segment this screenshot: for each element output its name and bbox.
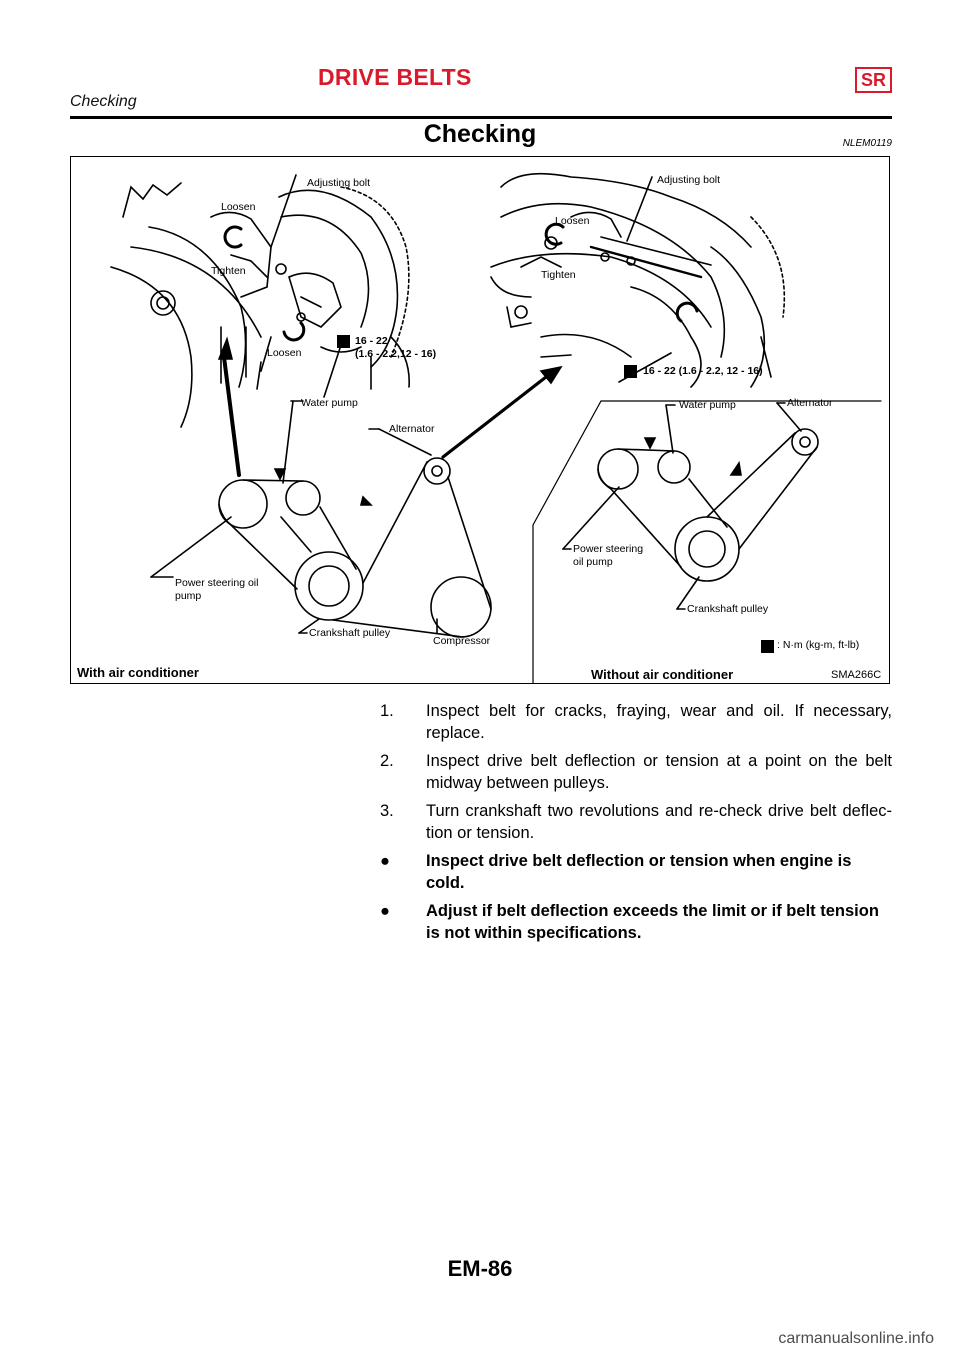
inspection-steps	[380, 700, 892, 950]
label-ps-pump-right: Power steering oil pump	[573, 543, 644, 568]
step-text: Turn crankshaft two revolutions and re-check drive belt deflec-tion or tension.	[426, 802, 892, 842]
label-crankshaft-left: Crankshaft pulley	[309, 627, 391, 639]
reference-code: NLEM0119	[842, 138, 892, 149]
label-loosen-right: Loosen	[555, 215, 590, 227]
belt-diagram-figure	[70, 156, 890, 684]
label-water-pump-right: Water pump	[679, 399, 736, 411]
torque-spec-left: 16 - 22 (1.6 - 2.2,12 - 16)	[355, 335, 437, 360]
section-title: DRIVE BELTS	[318, 64, 472, 90]
label-crankshaft-right: Crankshaft pulley	[687, 603, 769, 615]
caption-without-ac: Without air conditioner	[591, 667, 734, 682]
step-text: Inspect belt for cracks, fraying, wear and oil. If necessary, replace.	[426, 702, 892, 742]
note-item	[380, 850, 892, 894]
sub-title: Checking	[70, 93, 137, 110]
site-watermark: carmanualsonline.info	[778, 1330, 934, 1347]
label-ps-pump-left: Power steering oil pump	[175, 577, 259, 602]
step-item	[380, 800, 892, 844]
label-alternator-left: Alternator	[389, 423, 435, 435]
bullet-icon: ●	[380, 852, 390, 870]
step-text: Inspect drive belt deflection or tension at a point on the belt midway between pulleys.	[426, 752, 892, 792]
figure-code: SMA266C	[831, 669, 882, 681]
caption-with-ac: With air conditioner	[77, 665, 199, 680]
bullet-icon: ●	[380, 902, 390, 920]
step-number: 2.	[380, 752, 394, 770]
note-item	[380, 900, 892, 944]
label-adjusting-bolt-right: Adjusting bolt	[657, 174, 721, 186]
right-engine-detail	[491, 174, 784, 387]
label-loosen-top-left: Loosen	[221, 201, 256, 213]
header-rule	[70, 116, 892, 119]
torque-spec-right: 16 - 22 (1.6 - 2.2, 12 - 16)	[643, 365, 763, 377]
step-item	[380, 700, 892, 744]
step-number: 1.	[380, 702, 394, 720]
label-adjusting-bolt-left: Adjusting bolt	[307, 177, 371, 189]
left-engine-detail	[111, 183, 409, 427]
unit-legend: : N·m (kg-m, ft-lb)	[777, 639, 860, 651]
left-belt-layout	[219, 458, 491, 637]
label-tighten-left: Tighten	[211, 265, 246, 277]
model-badge: SR	[855, 67, 892, 93]
label-tighten-right: Tighten	[541, 269, 576, 281]
label-compressor: Compressor	[433, 635, 491, 647]
page-number: EM-86	[447, 1256, 513, 1281]
step-item	[380, 750, 892, 794]
note-text: Adjust if belt deflection exceeds the limit or if belt tension is not within specifications.	[426, 902, 879, 942]
step-number: 3.	[380, 802, 394, 820]
page-heading: Checking	[423, 120, 537, 148]
label-alternator-right: Alternator	[787, 397, 833, 409]
label-loosen-bottom-left: Loosen	[267, 347, 302, 359]
note-text: Inspect drive belt deflection or tension when engine is cold.	[426, 852, 852, 892]
label-water-pump-left: Water pump	[301, 397, 358, 409]
